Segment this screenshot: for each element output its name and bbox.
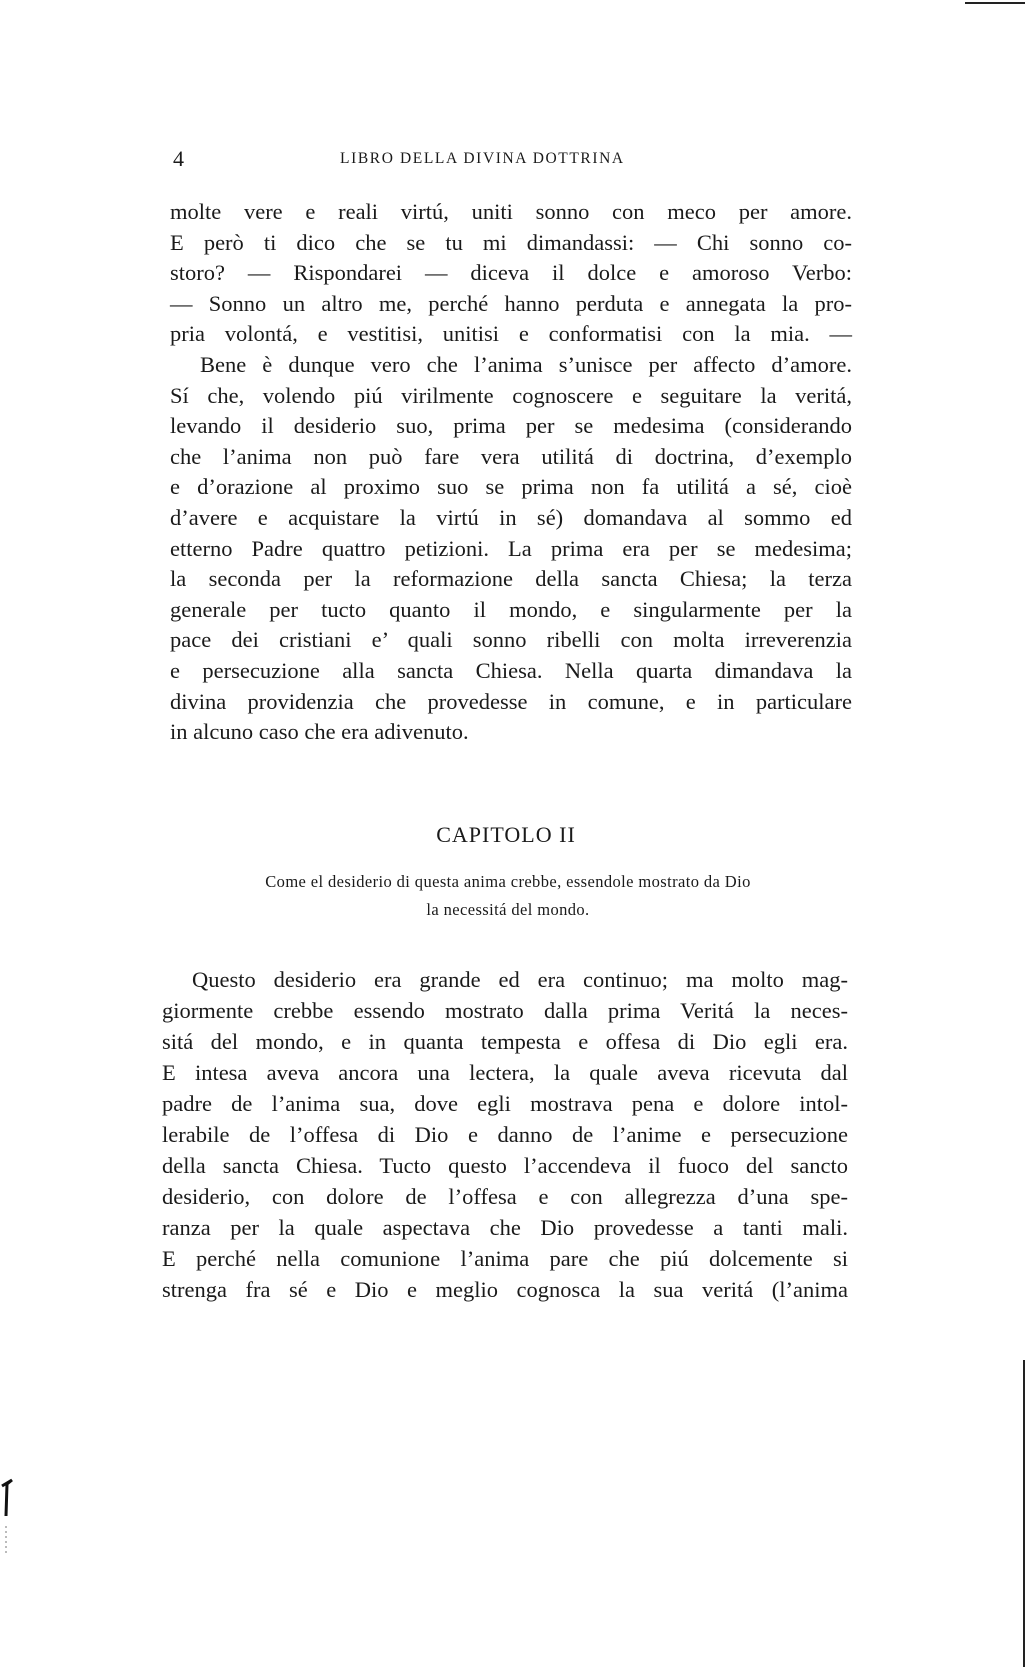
text-line: giormente crebbe essendo mostrato dalla prima Veritá la neces-: [162, 998, 848, 1023]
text-line: padre de l’anima sua, dove egli mostrava pena e dolore intol-: [162, 1091, 848, 1116]
text-line: generale per tucto quanto il mondo, e singularmente per la: [170, 596, 852, 622]
text-line: ranza per la quale aspectava che Dio provedesse a tanti mali.: [162, 1215, 848, 1240]
text-line: divina providenzia che provedesse in comune, e in particulare: [170, 688, 852, 714]
text-line: lerabile de l’offesa di Dio e danno de l’anime e persecuzione: [162, 1122, 848, 1147]
text-line: della sancta Chiesa. Tucto questo l’accendeva il fuoco del sancto: [162, 1153, 848, 1178]
scan-edge-rule: [965, 2, 1025, 4]
text-line: desiderio, con dolore de l’offesa e con allegrezza d’una spe-: [162, 1184, 848, 1209]
text-line: e d’orazione al proximo suo se prima non fa utilitá a sé, cioè: [170, 474, 852, 500]
chapter-subtitle-line: Come el desiderio di questa anima crebbe, essendole mostrato da Dio: [265, 872, 751, 891]
text-line: levando il desiderio suo, prima per se medesima (considerando: [170, 413, 852, 439]
text-line: E intesa aveva ancora una lectera, la quale aveva ricevuta dal: [162, 1060, 848, 1085]
page-number: 4: [173, 146, 184, 171]
text-line: pria volontá, e vestitisi, unitisi e conformatisi con la mia. —: [170, 321, 852, 347]
text-line: Questo desiderio era grande ed era continuo; ma molto mag-: [192, 967, 848, 992]
text-line: strenga fra sé e Dio e meglio cognosca la sua veritá (l’anima: [162, 1277, 848, 1302]
text-line: Bene è dunque vero che l’anima s’unisce per affecto d’amore.: [200, 352, 852, 377]
text-line: E perché nella comunione l’anima pare che piú dolcemente si: [162, 1246, 848, 1271]
chapter-title: CAPITOLO II: [436, 822, 576, 847]
chapter-subtitle-line: la necessitá del mondo.: [426, 900, 590, 919]
text-line: pace dei cristiani e’ quali sonno ribelli con molta irreverenzia: [170, 627, 852, 653]
text-line: in alcuno caso che era adivenuto.: [170, 719, 469, 745]
scan-artifact: [0, 1466, 18, 1556]
text-line: la seconda per la reformazione della sancta Chiesa; la terza: [170, 566, 852, 592]
text-line: — Sonno un altro me, perché hanno perduta e annegata la pro-: [170, 290, 852, 316]
text-line: E però ti dico che se tu mi dimandassi: — Chi sonno co-: [170, 229, 852, 255]
text-line: d’avere e acquistare la virtú in sé) domandava al sommo ed: [170, 505, 852, 530]
text-line: etterno Padre quattro petizioni. La prima era per se medesima;: [170, 535, 852, 561]
text-line: Sí che, volendo piú virilmente cognoscere e seguitare la veritá,: [170, 382, 852, 408]
text-line: e persecuzione alla sancta Chiesa. Nella quarta dimandava la: [170, 658, 852, 683]
text-line: molte vere e reali virtú, uniti sonno con meco per amore.: [170, 199, 852, 224]
text-line: storo? — Rispondarei — diceva il dolce e amoroso Verbo:: [170, 260, 852, 286]
text-line: che l’anima non può fare vera utilitá di doctrina, d’exemplo: [170, 443, 852, 469]
running-head: LIBRO DELLA DIVINA DOTTRINA: [340, 150, 625, 167]
text-line: sitá del mondo, e in quanta tempesta e offesa di Dio egli era.: [162, 1029, 848, 1054]
